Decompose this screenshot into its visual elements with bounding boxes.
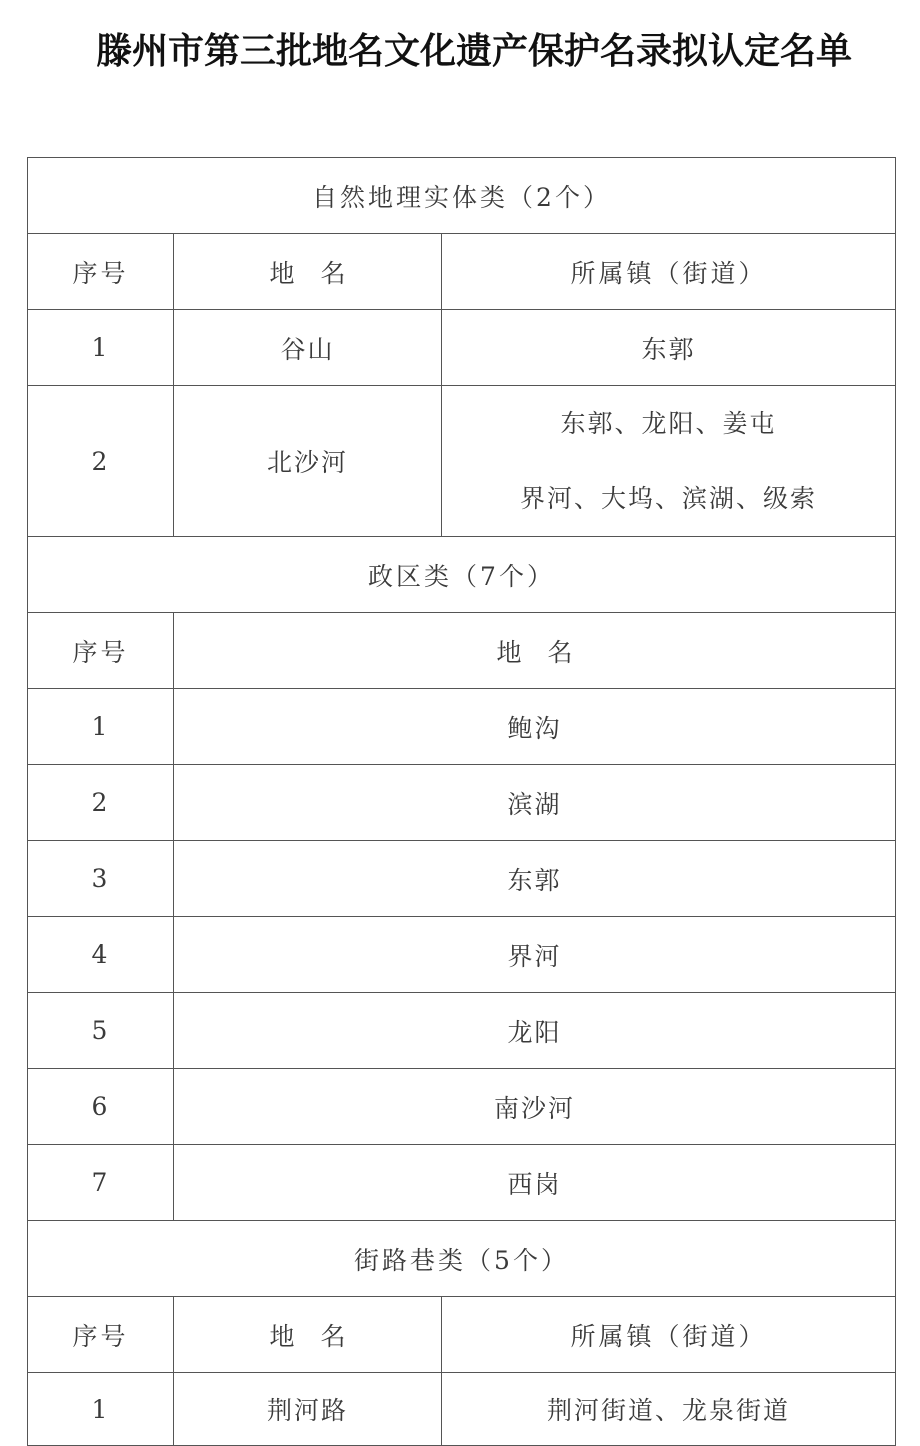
table-row — [28, 689, 896, 765]
table-row — [28, 1069, 896, 1145]
row-number: 1 — [28, 310, 174, 386]
section-row-admin — [28, 537, 896, 613]
place-name: 龙阳 — [174, 993, 896, 1069]
row-number: 7 — [28, 1145, 174, 1221]
column-header-number: 序号 — [28, 234, 174, 310]
section-row-natural — [28, 158, 896, 234]
column-header-name — [174, 613, 896, 689]
place-name: 鲍沟 — [174, 689, 896, 765]
town-names — [442, 386, 896, 537]
table-row — [28, 917, 896, 993]
section-heading-natural: 自然地理实体类（2个） — [28, 158, 896, 234]
column-header-name-text: 地名 — [496, 637, 599, 667]
section-row-streets — [28, 1221, 896, 1297]
place-name: 北沙河 — [174, 386, 442, 537]
place-name: 滨湖 — [174, 765, 896, 841]
header-row-admin — [28, 613, 896, 689]
column-header-number: 序号 — [28, 1297, 174, 1373]
document-title: 滕州市第三批地名文化遗产保护名录拟认定名单 — [96, 31, 853, 72]
town-line: 界河、大坞、滨湖、级索 — [520, 484, 818, 513]
section-heading-streets: 街路巷类（5个） — [28, 1221, 896, 1297]
column-header-name-text: 地名 — [269, 258, 372, 288]
row-number: 1 — [28, 1373, 174, 1446]
town-line: 东郭、龙阳、姜屯 — [560, 409, 777, 438]
row-number: 5 — [28, 993, 174, 1069]
table-row — [28, 1373, 896, 1446]
column-header-town: 所属镇（街道） — [442, 1297, 896, 1373]
section-heading-admin: 政区类（7个） — [28, 537, 896, 613]
column-header-name-text: 地名 — [269, 1321, 372, 1351]
table-row — [28, 386, 896, 537]
place-name: 南沙河 — [174, 1069, 896, 1145]
header-row-streets — [28, 1297, 896, 1373]
place-name: 荆河路 — [174, 1373, 442, 1446]
row-number: 3 — [28, 841, 174, 917]
town-name: 东郭 — [442, 310, 896, 386]
column-header-name — [174, 1297, 442, 1373]
town-name: 荆河街道、龙泉街道 — [442, 1373, 896, 1446]
column-header-town: 所属镇（街道） — [442, 234, 896, 310]
place-name: 界河 — [174, 917, 896, 993]
table-row — [28, 310, 896, 386]
heritage-list-table — [27, 157, 896, 1446]
table-row — [28, 993, 896, 1069]
row-number: 2 — [28, 765, 174, 841]
row-number: 4 — [28, 917, 174, 993]
row-number: 2 — [28, 386, 174, 537]
table-row — [28, 841, 896, 917]
row-number: 1 — [28, 689, 174, 765]
place-name: 谷山 — [174, 310, 442, 386]
table-row — [28, 1145, 896, 1221]
place-name: 西岗 — [174, 1145, 896, 1221]
header-row-natural — [28, 234, 896, 310]
place-name: 东郭 — [174, 841, 896, 917]
column-header-number: 序号 — [28, 613, 174, 689]
row-number: 6 — [28, 1069, 174, 1145]
column-header-name — [174, 234, 442, 310]
table-row — [28, 765, 896, 841]
